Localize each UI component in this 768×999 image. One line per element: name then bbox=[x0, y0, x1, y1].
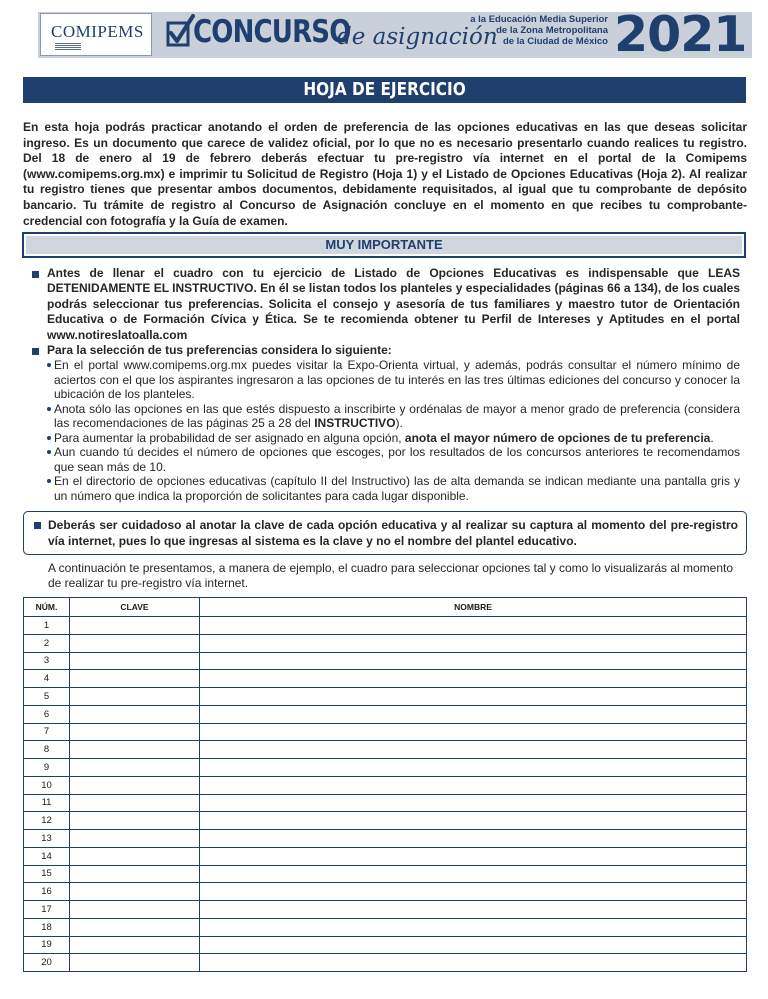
concurso-wordmark: CONCURSO bbox=[193, 14, 351, 50]
nombre-cell[interactable] bbox=[200, 670, 747, 688]
table-row bbox=[24, 918, 747, 936]
clave-cell[interactable] bbox=[70, 865, 200, 883]
clave-cell[interactable] bbox=[70, 705, 200, 723]
warning-text: Deberás ser cuidadoso al anotar la clave de cada opción educativa y al realizar su captura al momento del pre-registro vía internet, pues lo que ingresas al sistema es la clave y no el nombre del plantel educativo. bbox=[48, 518, 738, 548]
page-title: HOJA DE EJERCICIO bbox=[303, 79, 466, 100]
sub-list bbox=[32, 358, 740, 503]
nombre-cell[interactable] bbox=[200, 812, 747, 830]
header-num: NÚM. bbox=[24, 598, 70, 617]
nombre-cell[interactable] bbox=[200, 634, 747, 652]
options-table bbox=[23, 597, 747, 972]
nombre-cell[interactable] bbox=[200, 794, 747, 812]
table-header-row bbox=[24, 598, 747, 617]
table-row bbox=[24, 705, 747, 723]
square-bullet-icon bbox=[32, 271, 39, 278]
header-clave: CLAVE bbox=[70, 598, 200, 617]
muy-importante-heading: MUY IMPORTANTE bbox=[325, 237, 443, 252]
asignacion-wordmark: de asignación bbox=[337, 24, 498, 50]
row-number: 11 bbox=[24, 794, 70, 812]
sub-list-item: En el directorio de opciones educativas (capítulo II del Instructivo) las de alta demanda se indican mediante una pantalla gris y un número que indica la proporción de solicitantes para cada lugar disponible. bbox=[32, 474, 740, 503]
table-row bbox=[24, 634, 747, 652]
table-row bbox=[24, 847, 747, 865]
dot-bullet-icon bbox=[47, 479, 51, 483]
nombre-cell[interactable] bbox=[200, 936, 747, 954]
sub-list-item: Anota sólo las opciones en las que estés dispuesto a inscribirte y ordénalas de mayor a menor grado de preferencia (considera las recomendaciones de las páginas 25 a 28 del INSTRUCTIVO). bbox=[32, 402, 740, 431]
sub-list-item: En el portal www.comipems.org.mx puedes visitar la Expo-Orienta virtual, y además, podrás consultar el número mínimo de aciertos con el que los aspirantes ingresaron a las opciones de tu interés en las tres últimas ediciones del concurso y conocer la ubicación de los planteles. bbox=[32, 358, 740, 402]
clave-cell[interactable] bbox=[70, 830, 200, 848]
row-number: 3 bbox=[24, 652, 70, 670]
nombre-cell[interactable] bbox=[200, 776, 747, 794]
nombre-cell[interactable] bbox=[200, 830, 747, 848]
dot-bullet-icon bbox=[47, 407, 51, 411]
table-row bbox=[24, 901, 747, 919]
clave-cell[interactable] bbox=[70, 936, 200, 954]
clave-cell[interactable] bbox=[70, 918, 200, 936]
table-row bbox=[24, 794, 747, 812]
table-row bbox=[24, 865, 747, 883]
sub-list-item: Para aumentar la probabilidad de ser asignado en alguna opción, anota el mayor número de opciones de tu preferencia. bbox=[32, 431, 740, 446]
row-number: 4 bbox=[24, 670, 70, 688]
nombre-cell[interactable] bbox=[200, 865, 747, 883]
row-number: 15 bbox=[24, 865, 70, 883]
nombre-cell[interactable] bbox=[200, 883, 747, 901]
nombre-cell[interactable] bbox=[200, 741, 747, 759]
table-row bbox=[24, 670, 747, 688]
table-row bbox=[24, 883, 747, 901]
clave-cell[interactable] bbox=[70, 954, 200, 972]
contest-year: 2021 bbox=[614, 6, 747, 63]
clave-cell[interactable] bbox=[70, 776, 200, 794]
clave-cell[interactable] bbox=[70, 723, 200, 741]
row-number: 5 bbox=[24, 688, 70, 706]
clave-cell[interactable] bbox=[70, 652, 200, 670]
clave-cell[interactable] bbox=[70, 759, 200, 777]
nombre-cell[interactable] bbox=[200, 705, 747, 723]
clave-cell[interactable] bbox=[70, 794, 200, 812]
table-row bbox=[24, 652, 747, 670]
row-number: 2 bbox=[24, 634, 70, 652]
dot-bullet-icon bbox=[47, 450, 51, 454]
table-row bbox=[24, 617, 747, 635]
clave-cell[interactable] bbox=[70, 812, 200, 830]
table-row bbox=[24, 776, 747, 794]
logo-subtitle-lines bbox=[55, 43, 81, 51]
clave-cell[interactable] bbox=[70, 670, 200, 688]
row-number: 7 bbox=[24, 723, 70, 741]
table-row bbox=[24, 936, 747, 954]
dot-bullet-icon bbox=[47, 363, 51, 367]
nombre-cell[interactable] bbox=[200, 688, 747, 706]
clave-cell[interactable] bbox=[70, 634, 200, 652]
clave-cell[interactable] bbox=[70, 741, 200, 759]
warning-box bbox=[23, 511, 747, 555]
row-number: 19 bbox=[24, 936, 70, 954]
table-row bbox=[24, 812, 747, 830]
logo-text: COMIPEMS bbox=[51, 22, 144, 41]
zona-metropolitana-caption: a la Educación Media Superior de la Zona Metropolitana de la Ciudad de México bbox=[470, 14, 608, 47]
header-nombre: NOMBRE bbox=[200, 598, 747, 617]
clave-cell[interactable] bbox=[70, 847, 200, 865]
checkbox-check-icon bbox=[166, 14, 196, 48]
table-row bbox=[24, 759, 747, 777]
clave-cell[interactable] bbox=[70, 901, 200, 919]
row-number: 14 bbox=[24, 847, 70, 865]
nombre-cell[interactable] bbox=[200, 759, 747, 777]
list-item: Para la selección de tus preferencias considera lo siguiente: bbox=[32, 343, 740, 358]
table-row bbox=[24, 830, 747, 848]
muy-importante-box bbox=[22, 232, 746, 258]
intro-paragraph: En esta hoja podrás practicar anotando el orden de preferencia de las opciones educativas en las que deseas solicitar ingreso. Es un documento que carece de validez oficial, por lo que no es necesario presentarlo cuando realices tu registro. Del 18 de enero al 19 de febrero deberás efectuar tu pre-registro vía internet en el portal de la Comipems (www.comipems.org.mx) e imprimir tu Solicitud de Registro (Hoja 1) y el Listado de Opciones Educativas (Hoja 2). Al realizar tu registro tienes que presentar ambos documentos, debidamente requisitados, al igual que tu comprobante de depósito bancario. Tu trámite de registro al Concurso de Asignación concluye en el momento en que recibes tu comprobante-credencial con fotografía y la Guía de examen. bbox=[23, 120, 747, 228]
nombre-cell[interactable] bbox=[200, 652, 747, 670]
clave-cell[interactable] bbox=[70, 688, 200, 706]
continuation-text: A continuación te presentamos, a manera de ejemplo, el cuadro para seleccionar opciones tal y como lo visualizarás al momento de realizar tu pre-registro vía internet. bbox=[48, 561, 734, 590]
row-number: 17 bbox=[24, 901, 70, 919]
nombre-cell[interactable] bbox=[200, 617, 747, 635]
row-number: 20 bbox=[24, 954, 70, 972]
square-bullet-icon bbox=[34, 522, 41, 529]
row-number: 18 bbox=[24, 918, 70, 936]
table-row bbox=[24, 954, 747, 972]
row-number: 8 bbox=[24, 741, 70, 759]
sub-list-item: Aun cuando tú decides el número de opciones que escoges, por los resultados de los concursos anteriores te recomendamos que sean más de 10. bbox=[32, 445, 740, 474]
table-row bbox=[24, 688, 747, 706]
table-body bbox=[24, 617, 747, 972]
dot-bullet-icon bbox=[47, 436, 51, 440]
nombre-cell[interactable] bbox=[200, 918, 747, 936]
row-number: 6 bbox=[24, 705, 70, 723]
list-item: Antes de llenar el cuadro con tu ejercicio de Listado de Opciones Educativas es indispensable que LEAS DETENIDAMENTE EL INSTRUCTIVO. En él se listan todos los planteles y especialidades (páginas 66 a 134), de los cuales podrás seleccionar tus preferencias. Solicita el consejo y asesoría de tus familiares y maestro tutor de Orientación Educativa o de Formación Cívica y Ética. Se te recomienda obtener tu Perfil de Intereses y Aptitudes en el portal www.notireslatoalla.com bbox=[32, 266, 740, 343]
nombre-cell[interactable] bbox=[200, 954, 747, 972]
nombre-cell[interactable] bbox=[200, 901, 747, 919]
row-number: 12 bbox=[24, 812, 70, 830]
square-bullet-icon bbox=[32, 348, 39, 355]
table-row bbox=[24, 741, 747, 759]
row-number: 13 bbox=[24, 830, 70, 848]
nombre-cell[interactable] bbox=[200, 723, 747, 741]
clave-cell[interactable] bbox=[70, 883, 200, 901]
table-row bbox=[24, 723, 747, 741]
page-title-bar bbox=[23, 77, 746, 103]
row-number: 9 bbox=[24, 759, 70, 777]
row-number: 1 bbox=[24, 617, 70, 635]
nombre-cell[interactable] bbox=[200, 847, 747, 865]
comipems-logo bbox=[40, 13, 152, 56]
row-number: 16 bbox=[24, 883, 70, 901]
instructions-list bbox=[32, 266, 740, 503]
clave-cell[interactable] bbox=[70, 617, 200, 635]
row-number: 10 bbox=[24, 776, 70, 794]
